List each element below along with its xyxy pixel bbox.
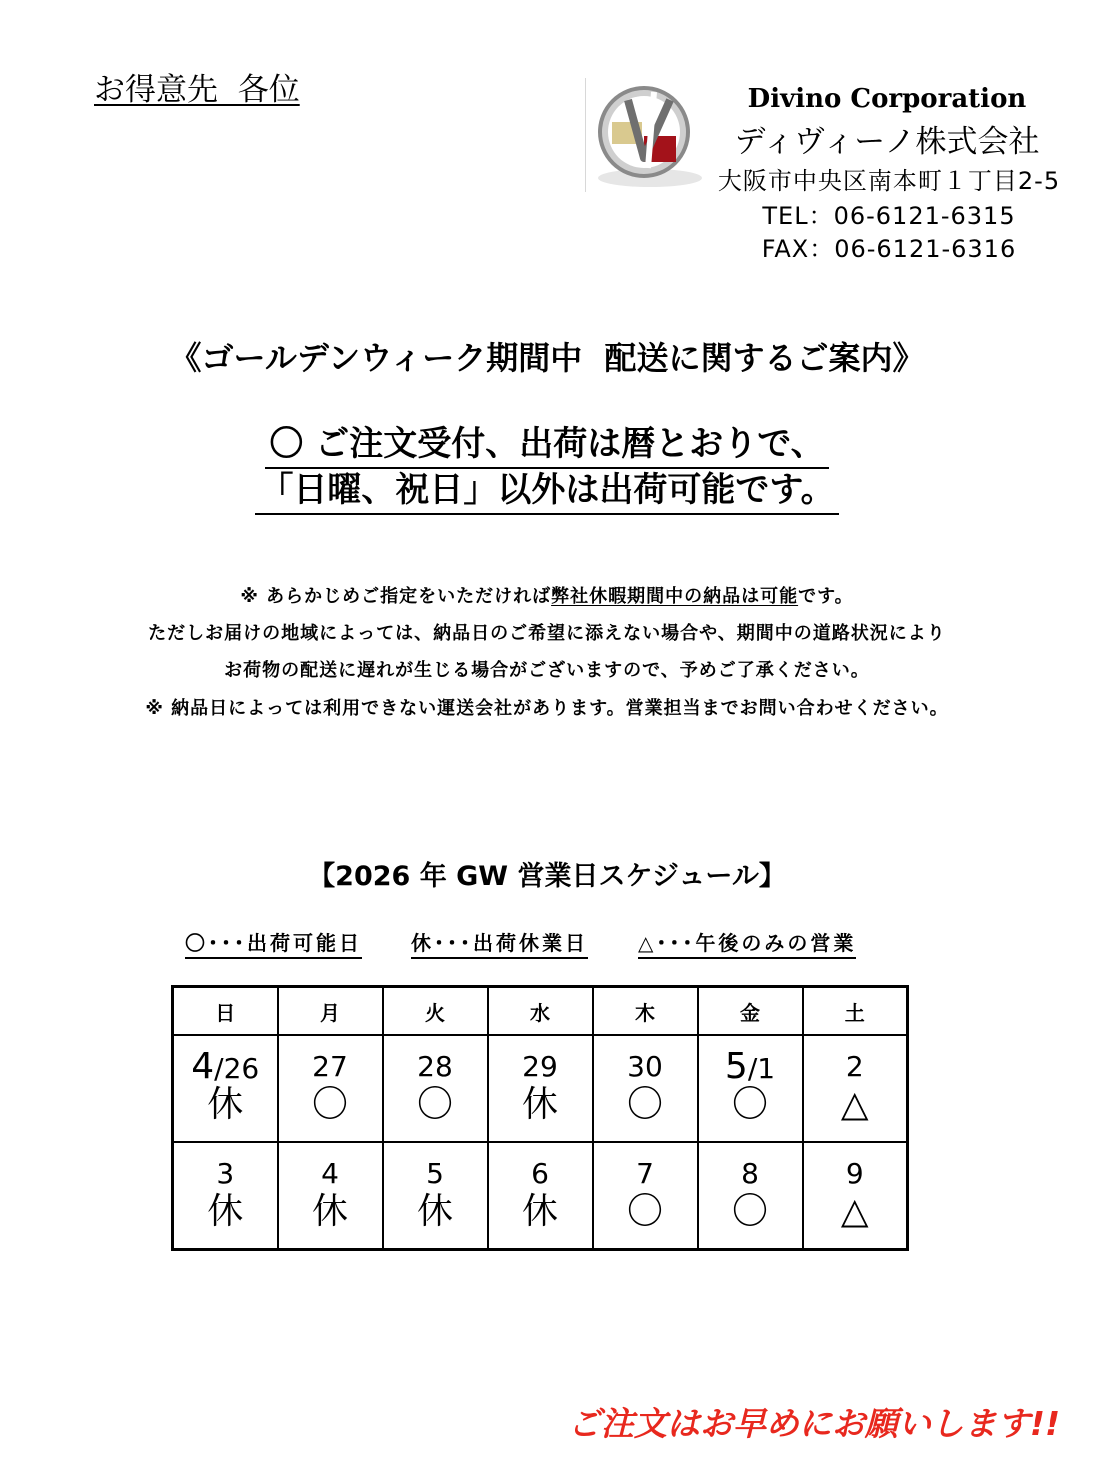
cell-status: 〇 — [731, 1191, 768, 1233]
cell-day: 28 — [417, 1050, 453, 1084]
cell-day: 29 — [522, 1050, 558, 1084]
cell-status: 休 — [416, 1191, 453, 1233]
headline-line1-text: 〇 ご注文受付、出荷は暦とおりで、 — [265, 416, 828, 469]
cell-day: 26 — [223, 1052, 260, 1086]
cell-day: 4 — [321, 1157, 339, 1191]
week-row-2 — [173, 1142, 908, 1250]
headline-line2 — [0, 462, 1094, 515]
calendar-cell — [383, 1142, 488, 1250]
note-line1-post: です。 — [798, 586, 854, 607]
note-line1-underlined: 弊社休暇期間中の納品は可能 — [551, 586, 799, 607]
calendar-cell — [803, 1035, 908, 1142]
legend-available: 〇･･･出荷可能日 — [185, 927, 362, 959]
weekday-thu: 木 — [593, 987, 698, 1036]
weekday-fri: 金 — [698, 987, 803, 1036]
note-line1 — [0, 582, 1094, 608]
company-fax: FAX：06-6121-6316 — [761, 235, 1017, 263]
calendar-cell — [593, 1142, 698, 1250]
calendar-cell — [803, 1142, 908, 1250]
weekday-header-row — [173, 987, 908, 1036]
schedule-calendar — [171, 985, 909, 1251]
note-line4: ※ 納品日によっては利用できない運送会社があります。営業担当までお問い合わせください。 — [145, 698, 949, 719]
logo-divider — [585, 78, 586, 192]
cell-date: 5/1 — [724, 1046, 776, 1088]
legend-afternoon: △･･･午後のみの営業 — [638, 927, 856, 959]
cell-day: 27 — [312, 1050, 348, 1084]
calendar-cell — [173, 1035, 278, 1142]
cell-day: 30 — [627, 1050, 663, 1084]
calendar-cell — [593, 1035, 698, 1142]
calendar-cell — [278, 1142, 383, 1250]
cell-status: 休 — [207, 1191, 244, 1233]
cell-status: △ — [840, 1084, 869, 1126]
weekday-wed: 水 — [488, 987, 593, 1036]
headline-line2-text: 「日曜、祝日」以外は出荷可能です。 — [255, 462, 838, 515]
cell-date: 4/26 — [191, 1046, 260, 1088]
cell-day: 9 — [845, 1157, 864, 1191]
cell-status: 休 — [207, 1084, 244, 1126]
cell-day: 3 — [216, 1157, 235, 1191]
calendar-cell — [488, 1035, 593, 1142]
cell-status: 〇 — [416, 1084, 453, 1126]
company-tel: TEL：06-6121-6315 — [762, 202, 1016, 230]
note-line2: ただしお届けの地域によっては、納品日のご希望に添えない場合や、期間中の道路状況により — [148, 623, 946, 644]
cell-status: △ — [840, 1191, 869, 1233]
cell-day: 1 — [757, 1052, 776, 1086]
cell-day: 6 — [531, 1157, 549, 1191]
week-row-1 — [173, 1035, 908, 1142]
weekday-tue: 火 — [383, 987, 488, 1036]
cell-status: 休 — [311, 1191, 348, 1233]
calendar-cell — [698, 1035, 803, 1142]
calendar-cell — [488, 1142, 593, 1250]
cell-day: 8 — [741, 1157, 759, 1191]
cell-status: 〇 — [626, 1084, 663, 1126]
weekday-sat: 土 — [803, 987, 908, 1036]
notice-title: 《ゴールデンウィーク期間中 配送に関するご案内》 — [169, 339, 925, 377]
calendar-cell — [278, 1035, 383, 1142]
cell-status: 休 — [521, 1191, 558, 1233]
cell-month: 4 — [191, 1046, 215, 1088]
cell-status: 〇 — [311, 1084, 348, 1126]
legend-closed: 休･･･出荷休業日 — [411, 927, 588, 959]
calendar-cell — [698, 1142, 803, 1250]
cell-status: 〇 — [731, 1084, 768, 1126]
weekday-sun: 日 — [173, 987, 278, 1036]
schedule-title: 【2026 年 GW 営業日スケジュール】 — [308, 861, 786, 892]
note-line3: お荷物の配送に遅れが生じる場合がございますので、予めご了承ください。 — [224, 660, 870, 681]
addressee: お得意先 各位 — [94, 72, 300, 108]
cell-day: 5 — [426, 1157, 444, 1191]
calendar-cell — [383, 1035, 488, 1142]
cell-month: 5 — [724, 1046, 748, 1088]
closing-request: ご注文はお早めにお願いします!! — [567, 1404, 1060, 1443]
cell-status: 休 — [521, 1084, 558, 1126]
company-logo — [588, 78, 708, 192]
cell-day: 7 — [636, 1157, 654, 1191]
company-address: 大阪市中央区南本町１丁目2-5 — [717, 167, 1061, 195]
cell-day: 2 — [845, 1050, 864, 1084]
cell-status: 〇 — [626, 1191, 663, 1233]
calendar-cell — [173, 1142, 278, 1250]
weekday-mon: 月 — [278, 987, 383, 1036]
note-line1-pre: ※ あらかじめご指定をいただければ — [240, 586, 552, 607]
company-name-jp: ディヴィーノ株式会社 — [734, 124, 1040, 160]
company-name-en: Divino Corporation — [747, 84, 1027, 114]
